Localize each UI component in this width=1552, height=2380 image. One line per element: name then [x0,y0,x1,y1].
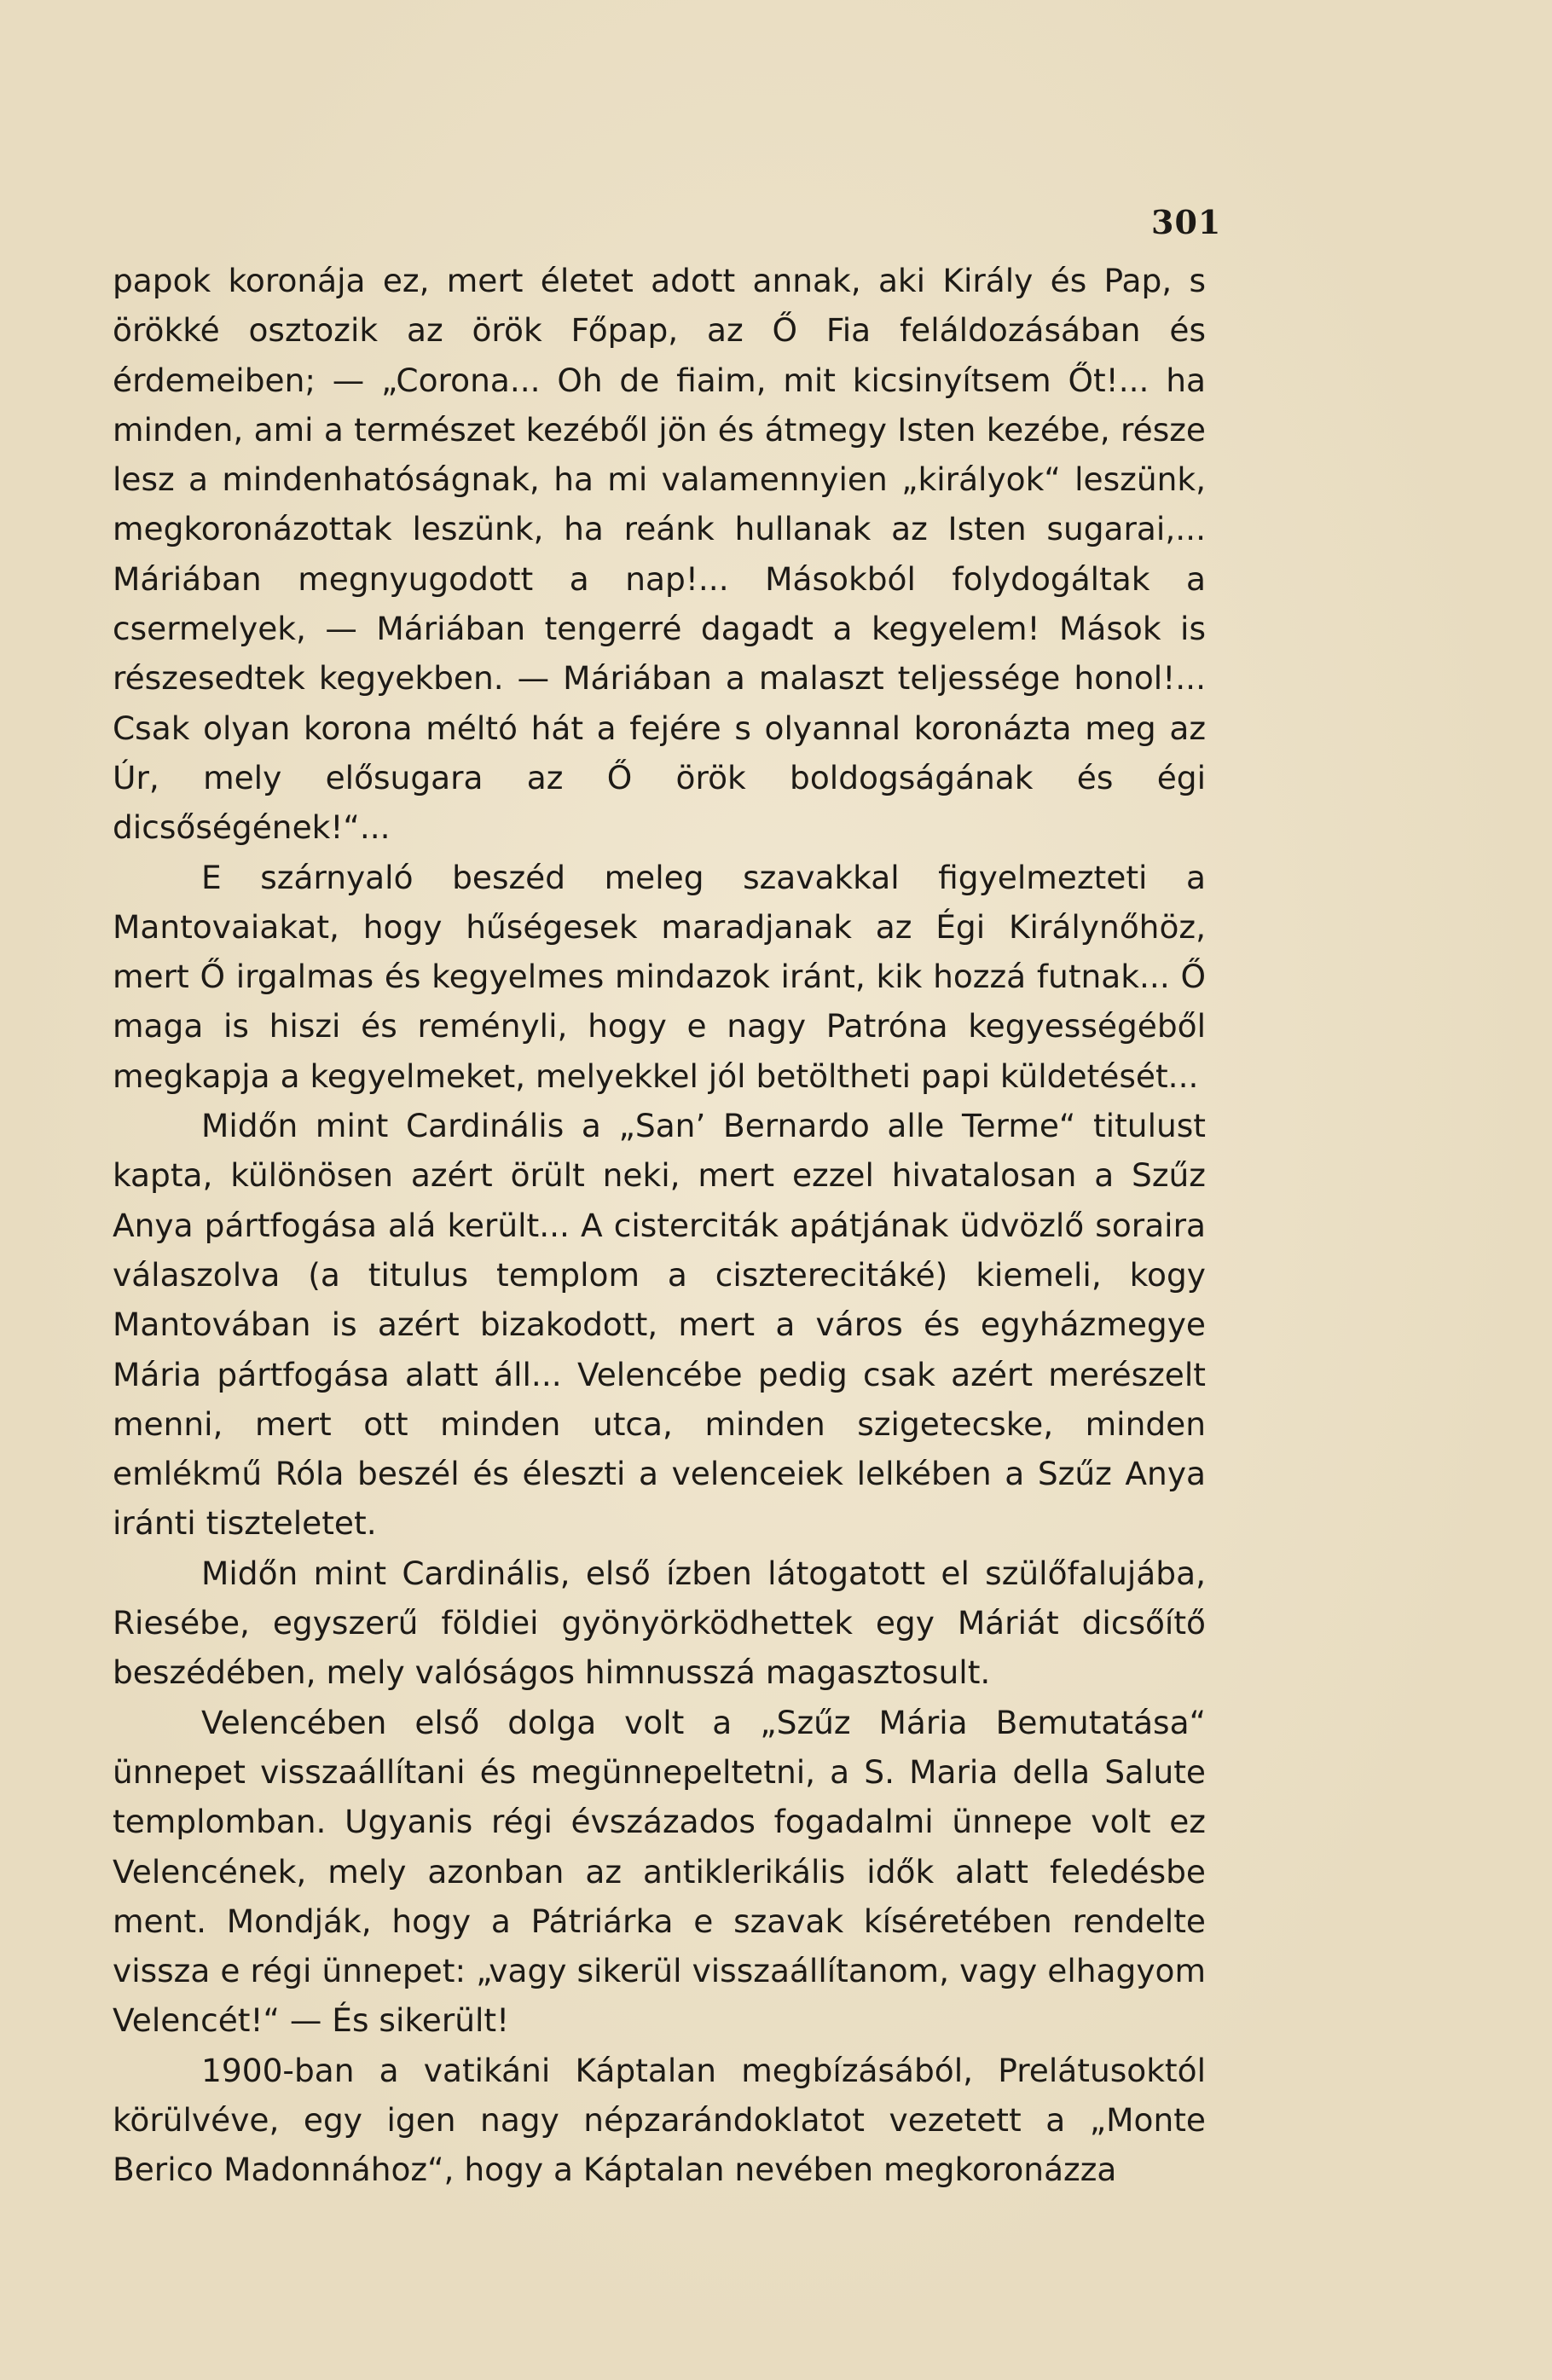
body-text [113,256,1206,2195]
paragraph-1: papok koronája ez, mert életet adott annak, aki Király és Pap, s örökké osztozik az örök Főpap, az Ő Fia feláldozásában és érdemeiben; — „Corona... Oh de fiaim, mit kicsinyítsem Őt!... ha minden, ami a természet kezéből jön és átmegy Isten kezébe, része lesz a mindenhatóságnak, ha mi valamennyien „királyok“ leszünk, megkoronázottak leszünk, ha reánk hullanak az Isten sugarai,... Máriában megnyugodott a nap!... Másokból folydogáltak a csermelyek, — Máriában tengerré dagadt a kegyelem! Mások is részesedtek kegyekben. — Máriában a malaszt teljessége honol!... Csak olyan korona méltó hát a fejére s olyannal koronázta meg az Úr, mely elősugara az Ő örök boldogságának és égi dicsőségének!“... [113,262,1206,847]
paragraph-6: 1900-ban a vatikáni Káptalan megbízásából, Prelátusoktól körülvéve, egy igen nagy népzarándoklatot vezetett a „Monte Berico Madonnához“, hogy a Káptalan nevében megkoronázza [113,2051,1206,2189]
page-number: 301 [1151,203,1222,241]
paragraph-3: Midőn mint Cardinális a „San’ Bernardo alle Terme“ titulust kapta, különösen azért örült neki, mert ezzel hivatalosan a Szűz Anya pártfogása alá került... A cisterciták apátjának üdvözlő soraira válaszolva (a titulus templom a ciszterecitáké) kiemeli, kogy Mantovában is azért bizakodott, mert a város és egyházmegye Mária pártfogása alatt áll... Velencébe pedig csak azért merészelt menni, mert ott minden utca, minden szigetecske, minden emlékmű Róla beszél és éleszti a velenceiek lelkében a Szűz Anya iránti tiszteletet. [113,1107,1206,1543]
paragraph-4: Midőn mint Cardinális, első ízben látogatott el szülőfalujába, Riesébe, egyszerű földiei gyönyörködhettek egy Máriát dicsőítő beszédében, mely valóságos himnusszá magasztosult. [113,1554,1206,1692]
paragraph-5: Velencében első dolga volt a „Szűz Mária Bemutatása“ ünnepet visszaállítani és megünnepeltetni, a S. Maria della Salute templomban. Ugyanis régi évszázados fogadalmi ünnepe volt ez Velencének, mely azonban az antiklerikális idők alatt feledésbe ment. Mondják, hogy a Pátriárka e szavak kíséretében rendelte vissza e régi ünnepet: „vagy sikerül visszaállítanom, vagy elhagyom Velencét!“ — És sikerült! [113,1703,1206,2040]
paragraph-2: E szárnyaló beszéd meleg szavakkal figyelmezteti a Mantovaiakat, hogy hűségesek maradjanak az Égi Királynőhöz, mert Ő irgalmas és kegyelmes mindazok iránt, kik hozzá futnak... Ő maga is hiszi és reményli, hogy e nagy Patróna kegyességéből megkapja a kegyelmeket, melyekkel jól betöltheti papi küldetését... [113,858,1206,1095]
